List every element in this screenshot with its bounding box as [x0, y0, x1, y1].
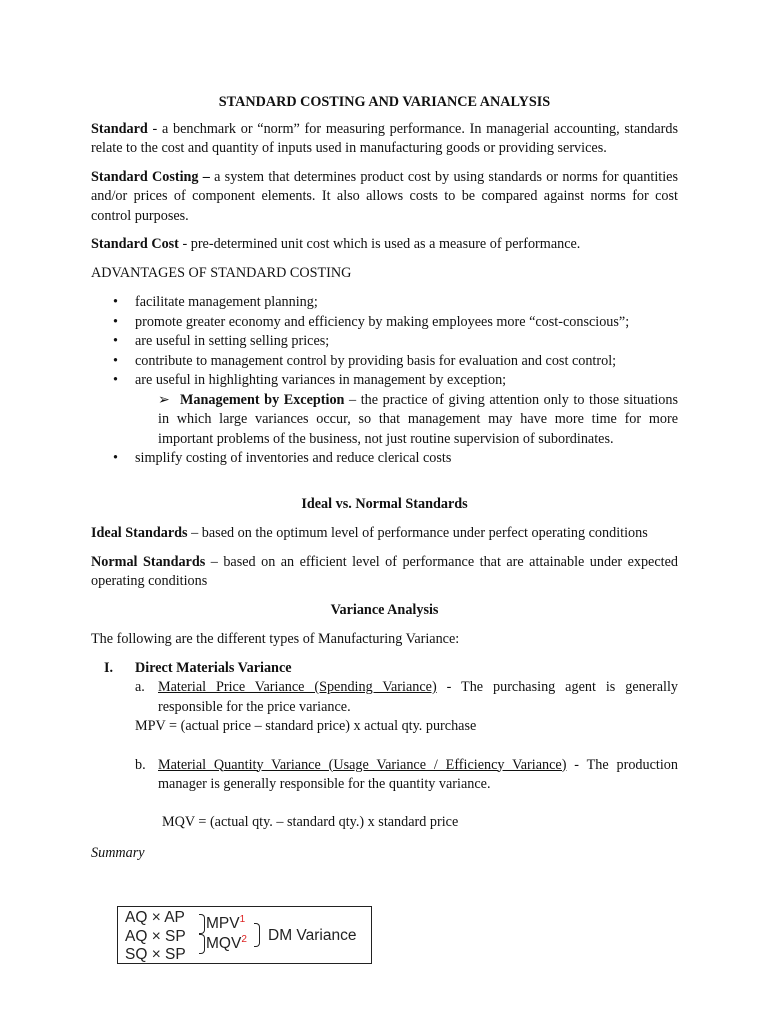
- mpv-superscript: 1: [239, 914, 246, 925]
- brace-icon: [199, 934, 205, 954]
- brace-icon: [199, 914, 205, 934]
- section-number: I.: [104, 659, 114, 676]
- mqv-formula: MQV = (actual qty. – standard qty.) x standard price: [162, 813, 459, 830]
- item-label: a.: [135, 679, 145, 695]
- item-text: - The production manager is generally responsible for the quantity variance.: [158, 756, 678, 792]
- definition-text: a benchmark or “norm” for measuring performance. In managerial accounting, standards relate to the cost and quantity of inputs used in manufacturing goods or providing services.: [91, 120, 678, 156]
- document-body: [91, 93, 678, 868]
- definition-standard-cost: [91, 235, 678, 255]
- summary-diagram: [117, 906, 372, 964]
- list-item: • simplify costing of inventories and reduce clerical costs: [91, 449, 678, 469]
- definition-text: a system that determines product cost by using standards or norms for quantities and/or prices of component elements. It also allows costs to be compared against norms for cost control purposes.: [91, 168, 678, 224]
- ideal-normal-heading: Ideal vs. Normal Standards: [301, 495, 468, 512]
- definition-text: pre-determined unit cost which is used as a measure of performance.: [190, 236, 581, 252]
- mbe-text: – the practice of giving attention only to those situations in which large variances occur, so that management may have more time for more important problems of the business, not just routine supervision of subordinates.: [158, 391, 678, 447]
- management-by-exception-note: [91, 391, 678, 450]
- item-term: Material Price Variance (Spending Variance): [158, 679, 437, 695]
- list-item: • are useful in highlighting variances in management by exception;: [91, 371, 678, 391]
- variance-intro: The following are the different types of Manufacturing Variance:: [91, 631, 460, 647]
- definition-term: Standard Costing –: [91, 168, 210, 185]
- summary-row: AQ × AP: [125, 909, 185, 926]
- mpv-label: MPV: [206, 915, 240, 932]
- definition-sep: -: [147, 120, 162, 137]
- page-title: STANDARD COSTING AND VARIANCE ANALYSIS: [218, 94, 551, 110]
- definition-term: Ideal Standards: [91, 525, 188, 541]
- summary-row: SQ × SP: [125, 946, 186, 963]
- definition-normal: [91, 553, 678, 592]
- summary-total: DM Variance: [268, 927, 357, 944]
- definition-term: Standard: [91, 120, 148, 137]
- definition-sep: -: [178, 236, 191, 252]
- advantages-list-continued: [91, 449, 678, 469]
- section-direct-materials: [91, 659, 678, 679]
- advantages-heading: ADVANTAGES OF STANDARD COSTING: [91, 264, 352, 281]
- list-item: • contribute to management control by providing basis for evaluation and cost control;: [91, 352, 678, 372]
- definition-standard-costing: [91, 168, 678, 227]
- summary-mqv: [206, 935, 247, 955]
- definition-text: – based on the optimum level of performance under perfect operating conditions: [187, 525, 648, 541]
- mpv-formula: MPV = (actual price – standard price) x actual qty. purchase: [135, 718, 477, 734]
- definition-text: – based on an efficient level of performance that are attainable under expected operating conditions: [91, 553, 678, 589]
- item-text: - The purchasing agent is generally responsible for the price variance.: [158, 679, 679, 715]
- arrow-icon: ➢: [158, 391, 170, 408]
- mqv-superscript: 2: [241, 934, 247, 945]
- variance-analysis-heading: Variance Analysis: [330, 601, 439, 618]
- list-item: • promote greater economy and efficiency by making employees more “cost-conscious”;: [91, 313, 678, 333]
- summary-row: AQ × SP: [125, 927, 186, 945]
- list-item: • facilitate management planning;: [91, 293, 678, 313]
- item-material-quantity-variance: [91, 756, 678, 795]
- list-item: • are useful in setting selling prices;: [91, 332, 678, 352]
- item-body: [158, 756, 678, 795]
- summary-label: Summary: [91, 845, 145, 861]
- item-material-price-variance: [91, 678, 678, 717]
- item-term: Material Quantity Variance (Usage Variance / Efficiency Variance): [158, 756, 567, 773]
- summary-mpv: [206, 915, 245, 935]
- definition-term: Normal Standards: [91, 553, 206, 570]
- item-label: b.: [135, 756, 146, 773]
- section-title: Direct Materials Variance: [135, 659, 292, 676]
- brace-icon: [254, 923, 260, 947]
- summary-rows: [125, 909, 186, 965]
- definition-ideal: [91, 524, 678, 544]
- item-body: [158, 678, 678, 717]
- mqv-label: MQV: [206, 935, 242, 952]
- definition-term: Standard Cost: [91, 236, 179, 252]
- advantages-list: [91, 293, 678, 391]
- definition-standard: [91, 120, 678, 159]
- mbe-term: Management by Exception: [180, 391, 345, 408]
